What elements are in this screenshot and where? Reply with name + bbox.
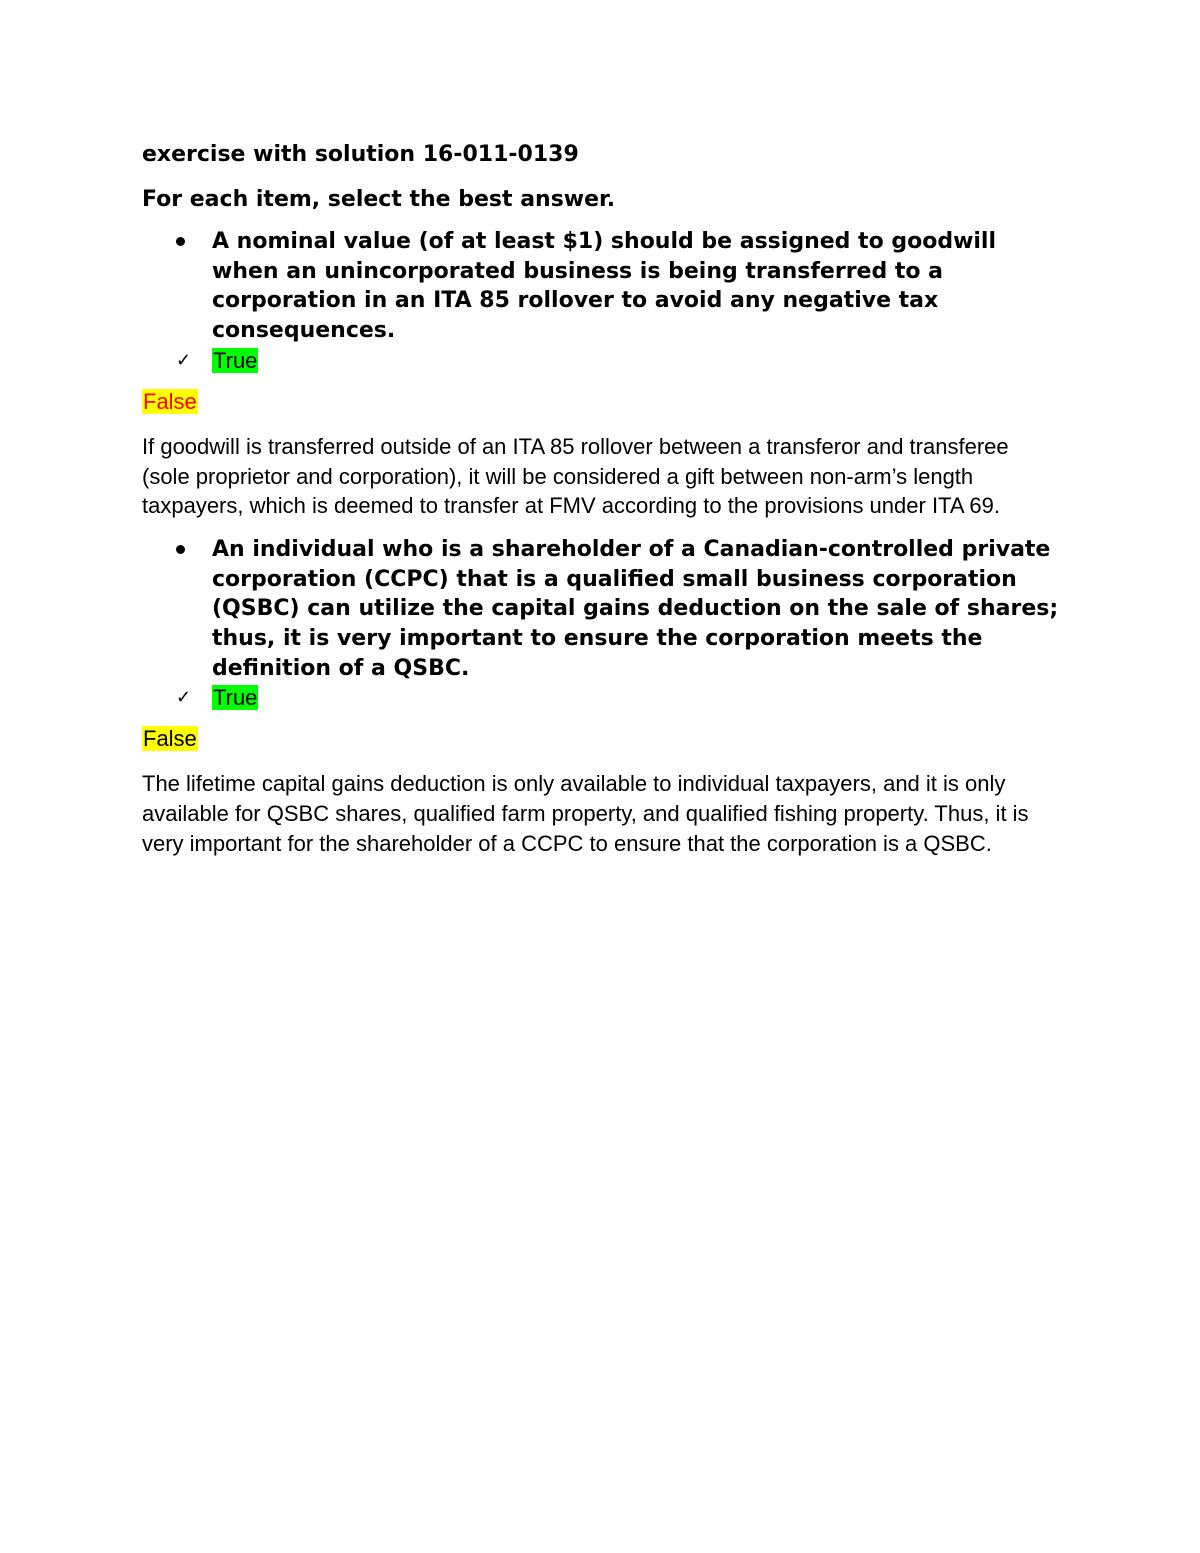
bullet-icon [176, 237, 185, 246]
document-page [142, 140, 1062, 873]
option-label-true: True [213, 685, 258, 711]
question-text: An individual who is a shareholder of a Canadian-controlled private corporation (CCPC) that is a qualified small business corporation (QSBC) can utilize the capital gains deduction on the sale of shares; thus, it is very important to ensure the corporation meets the definition of a QSBC. [142, 535, 1062, 684]
explanation: The lifetime capital gains deduction is only available to individual taxpayers, and it is only available for QSBC shares, qualified farm property, and qualified fishing property. Thus, it is very important for the shareholder of a CCPC to ensure that the corporation is a QSBC. [142, 771, 1029, 856]
question-2 [142, 535, 1062, 859]
document-title: exercise with solution 16-011-0139 [142, 142, 579, 167]
option-true[interactable] [142, 683, 1062, 712]
option-label-true: True [213, 347, 258, 373]
option-false[interactable] [142, 724, 1062, 754]
checkmark-icon: ✓ [176, 687, 192, 708]
option-label-false: False [143, 726, 197, 752]
option-false[interactable] [142, 387, 1062, 417]
bullet-icon [176, 545, 185, 554]
explanation: If goodwill is transferred outside of an ITA 85 rollover between a transferor and transferee (sole proprietor and corporation), it will be considered a gift between non-arm’s length taxpayers, which is deemed to transfer at FMV according to the provisions under ITA 69. [142, 433, 1009, 519]
question-text: A nominal value (of at least $1) should be assigned to goodwill when an unincorporated business is being transferred to a corporation in an ITA 85 rollover to avoid any negative tax consequences. [142, 227, 1062, 346]
question-1 [142, 227, 1062, 521]
checkmark-icon: ✓ [176, 349, 192, 370]
instructions: For each item, select the best answer. [142, 187, 616, 212]
option-true[interactable] [142, 346, 1062, 375]
option-label-false: False [143, 388, 197, 414]
